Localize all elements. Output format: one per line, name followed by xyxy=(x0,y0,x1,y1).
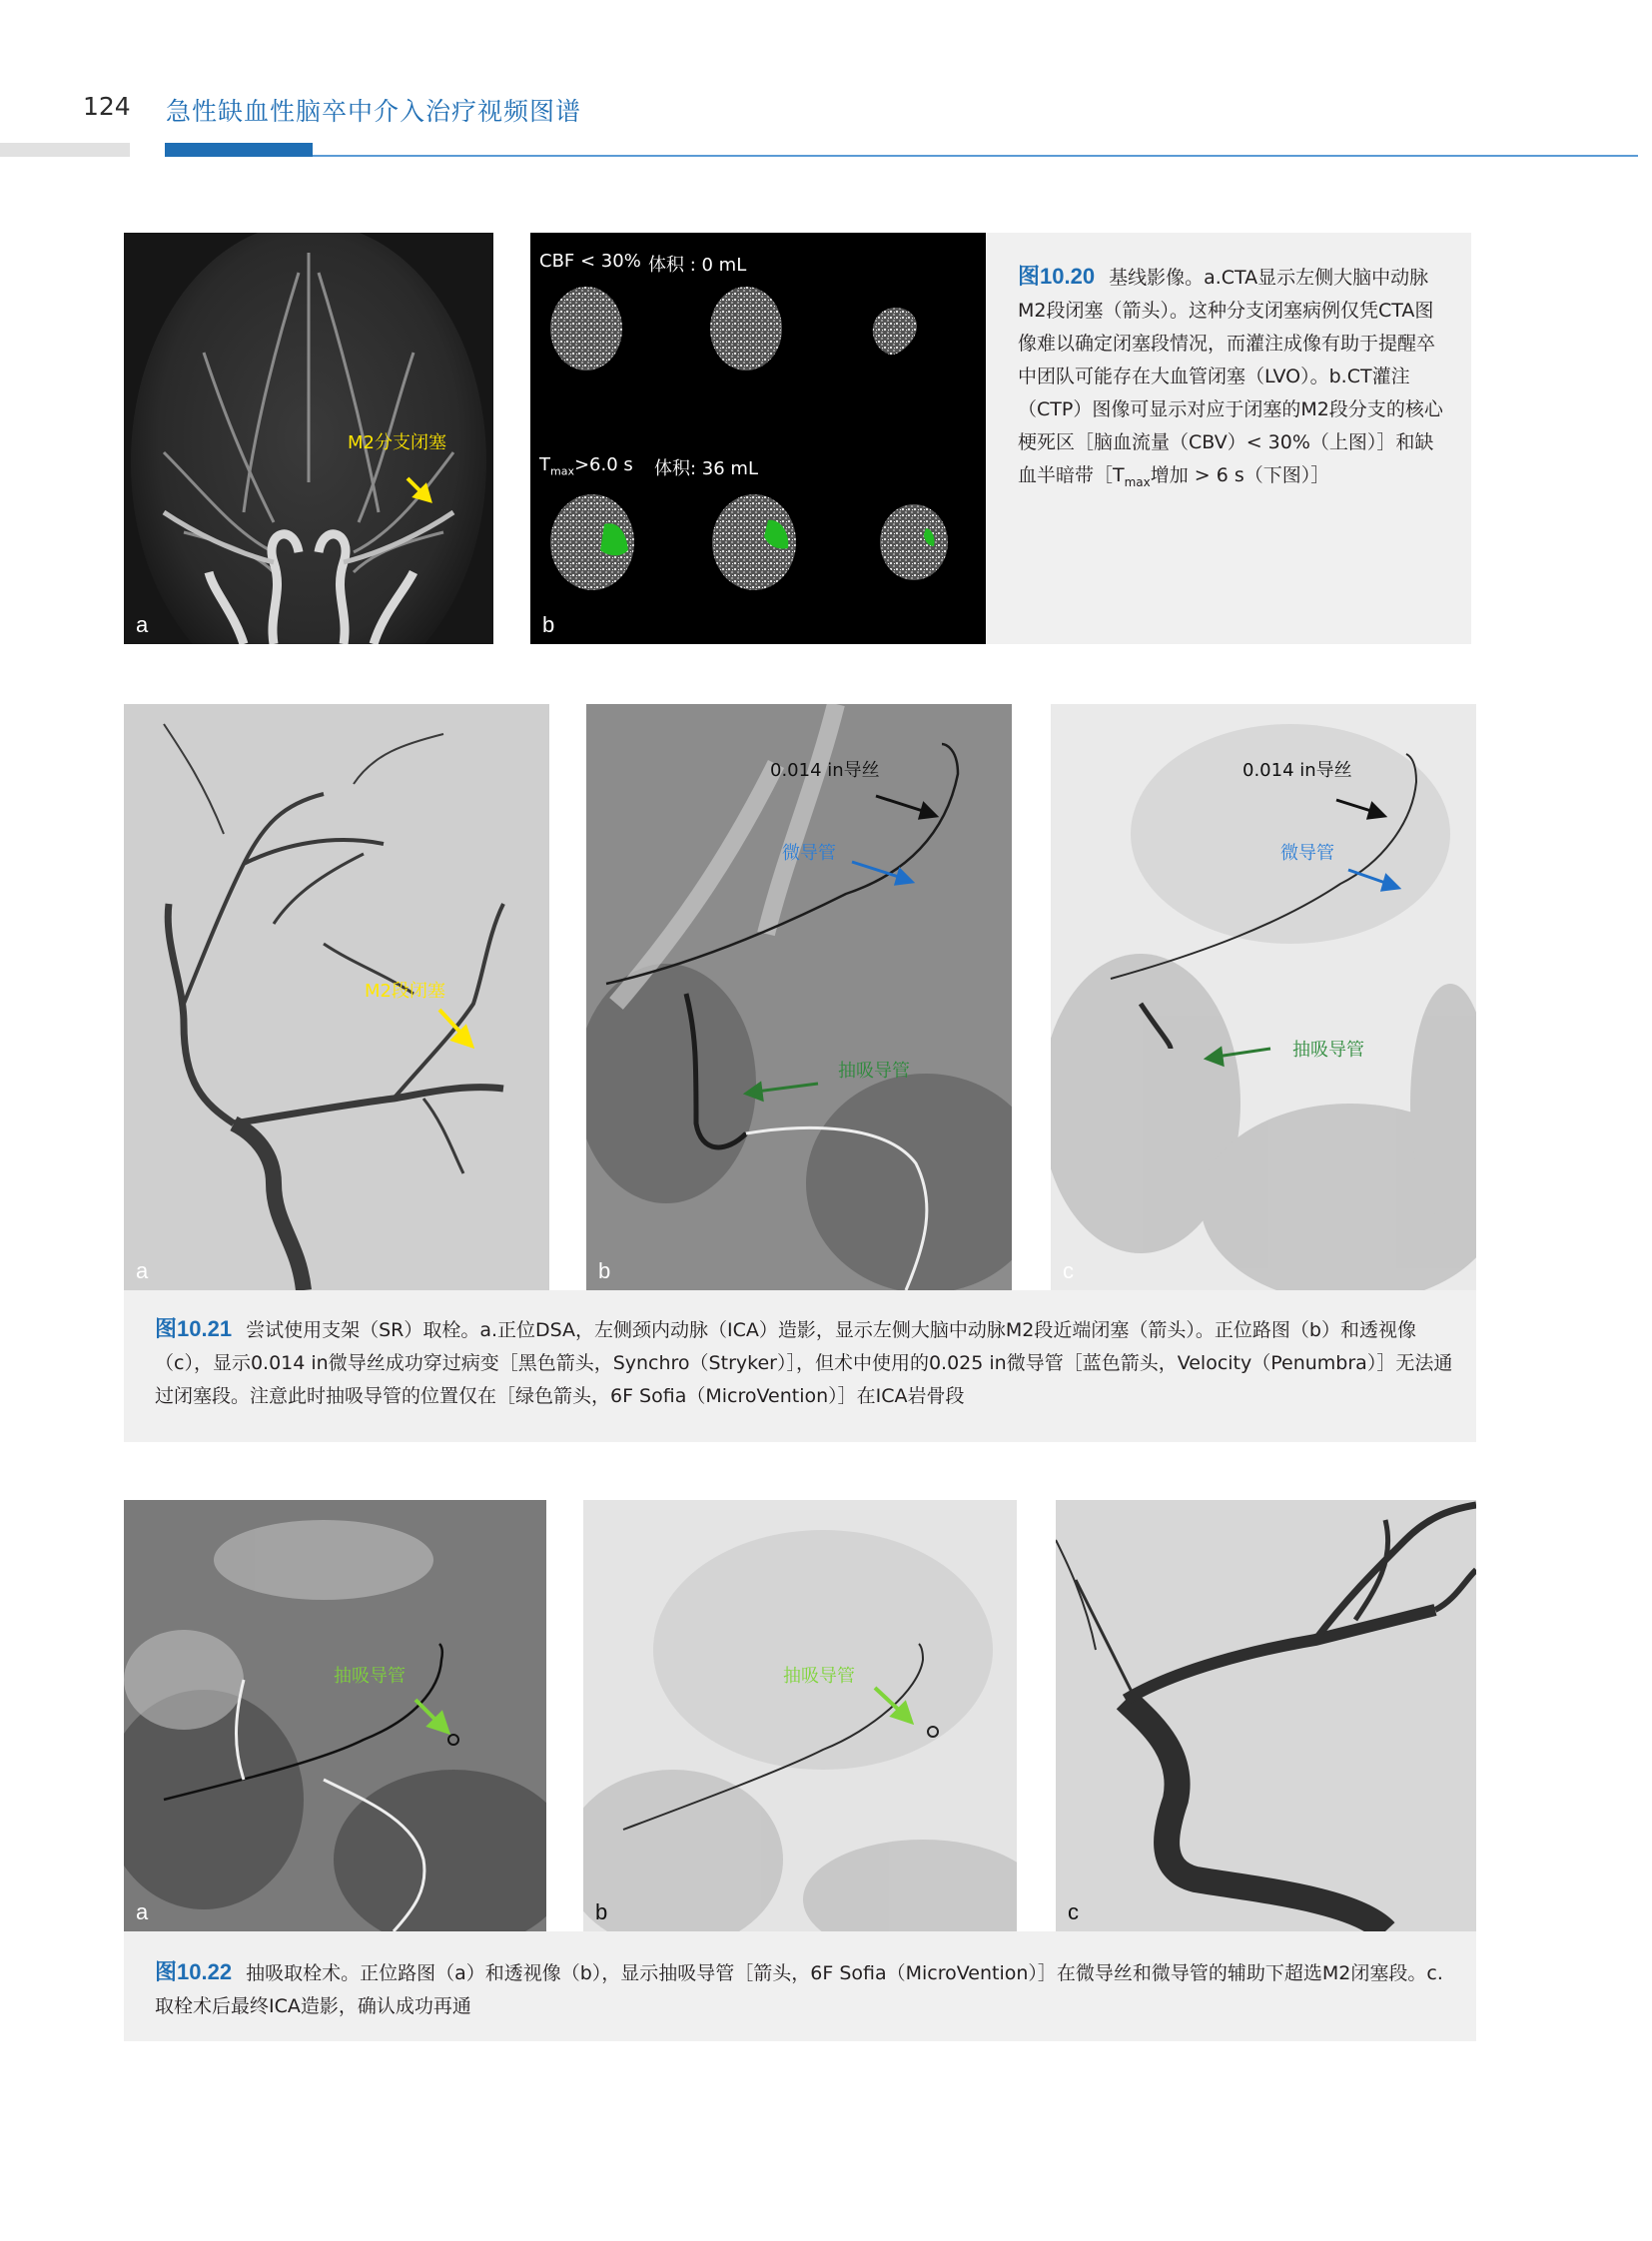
fig20-tmax-volume: 体积: 36 mL xyxy=(654,458,758,479)
header-blue-bar xyxy=(165,143,313,157)
fig22-panel-a-roadmap-image xyxy=(124,1500,546,1931)
fig22-panel-c-final-angiogram-image xyxy=(1056,1500,1476,1931)
fig22-panel-a-letter: a xyxy=(136,1899,149,1924)
fig21-m2-occlusion-label: M2段闭塞 xyxy=(365,981,445,1002)
fig21-panel-b-roadmap-image xyxy=(586,704,1012,1290)
fig20-cbf-label: CBF < 30% xyxy=(539,251,641,272)
fig20-panel-a-letter: a xyxy=(136,612,149,637)
page-number: 124 xyxy=(83,92,131,121)
fig21-panel-a-letter: a xyxy=(136,1258,149,1283)
fig20-panel-a-cta-image xyxy=(124,233,493,644)
fig21b-guidewire-label: 0.014 in导丝 xyxy=(770,760,880,781)
fig20-panel-b-letter: b xyxy=(542,612,555,637)
fig20-caption: 图10.20 基线影像。a.CTA显示左侧大脑中动脉M2段闭塞（箭头）。这种分支闭塞病例仅凭CTA图像难以确定闭塞段情况，而灌注成像有助于提醒卒中团队可能存在大血管闭塞（LVO）。b.CT灌注（CTP）图像可显示对应于闭塞的M2段分支的核心梗死区［脑血流量（CBV）< 30%（上图）］和缺血半暗带$[T_{max}$增加 > 6 s（下图）］ xyxy=(1018,264,1443,489)
fig22-panel-c-letter: c xyxy=(1068,1899,1079,1924)
fig22a-aspiration-catheter-label: 抽吸导管 xyxy=(334,1666,406,1687)
fig21-panel-c-letter: c xyxy=(1063,1258,1074,1283)
fig20-m2-branch-label: M2分支闭塞 xyxy=(348,432,446,453)
fig21c-microcatheter-label: 微导管 xyxy=(1280,843,1334,864)
fig21c-aspiration-catheter-label: 抽吸导管 xyxy=(1292,1040,1364,1061)
fig21b-aspiration-catheter-label: 抽吸导管 xyxy=(838,1061,910,1082)
fig20-cbf-volume: 体积 : 0 mL xyxy=(648,255,747,276)
header-rule xyxy=(313,155,1638,157)
fig22b-aspiration-catheter-label: 抽吸导管 xyxy=(783,1666,855,1687)
header-gray-bar xyxy=(0,143,130,157)
fig21c-guidewire-label: 0.014 in导丝 xyxy=(1242,760,1352,781)
fig21-panel-a-dsa-image xyxy=(124,704,549,1290)
fig20-number: 图10.20 xyxy=(1018,264,1096,289)
fig20-panel-b-ctp-image xyxy=(530,233,986,644)
fig21b-microcatheter-label: 微导管 xyxy=(782,843,836,864)
fig22-caption: 图10.22 抽吸取栓术。正位路图（a）和透视像（b），显示抽吸导管［箭头，6F Sofia（MicroVention）］在微导丝和微导管的辅助下超选M2闭塞段。c.取栓术后最终ICA造影，确认成功再通 xyxy=(155,1959,1443,2017)
fig21-panel-b-letter: b xyxy=(598,1258,611,1283)
fig21-number: 图10.21 xyxy=(155,1316,233,1341)
fig22-number: 图10.22 xyxy=(155,1959,233,1984)
fig22-panel-b-letter: b xyxy=(595,1899,608,1924)
fig21-panel-c-fluoro-image xyxy=(1051,704,1476,1290)
fig21-caption: 图10.21 尝试使用支架（SR）取栓。a.正位DSA，左侧颈内动脉（ICA）造影，显示左侧大脑中动脉M2段近端闭塞（箭头）。正位路图（b）和透视像（c），显示0.014 in微导丝成功穿过病变［黑色箭头，Synchro（Stryker）］，但术中使用的0.025 in微导管［蓝色箭头，Velocity（Penumbra）］无法通过闭塞段。注意此时抽吸导管的位置仅在［绿色箭头，6F Sofia（MicroVention）］在ICA岩骨段 xyxy=(155,1316,1453,1407)
fig22-panel-b-fluoro-image xyxy=(583,1500,1017,1931)
fig20-tmax-label: $T_{max}>6.0$ s xyxy=(539,454,633,478)
book-title: 急性缺血性脑卒中介入治疗视频图谱 xyxy=(166,97,582,126)
